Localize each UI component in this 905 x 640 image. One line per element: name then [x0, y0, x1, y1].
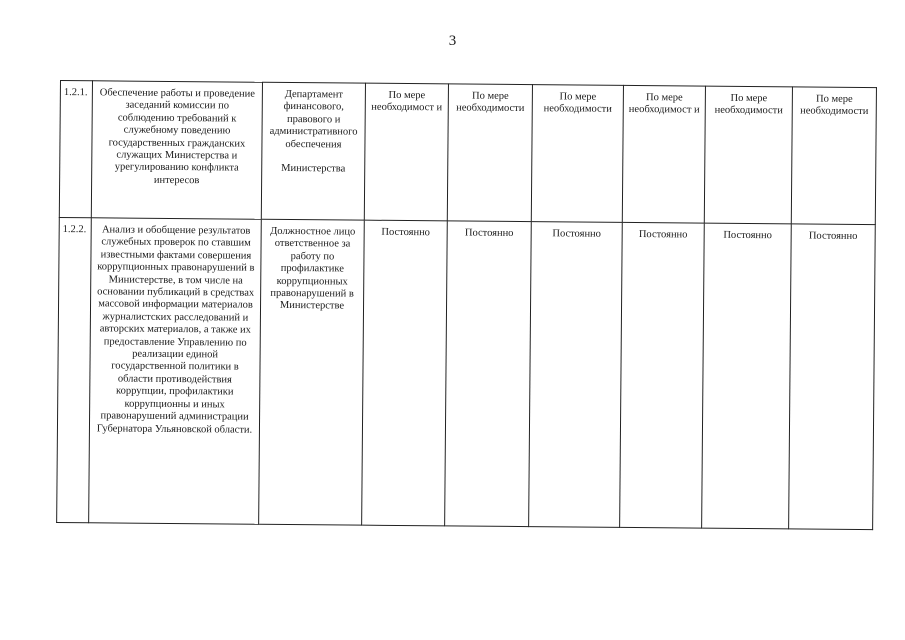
table-row — [59, 81, 876, 225]
term-cell: Постоянно — [445, 221, 532, 527]
page-number: 3 — [448, 33, 457, 49]
activity-cell: Анализ и обобщение результатов служебных проверок по ставшим известными фактами совершения коррупционных правонарушений в Министерстве, в том числе на основании публикаций в средствах массовой информации материалов журналистских расследований и авторских материалов, а также их предоставление Управлению по реализации единой государственной политики в области противодействия коррупции, профилактики коррупционны и иных правонарушений администрации Губернатора Ульяновской области. — [89, 218, 262, 524]
term-cell: По мере необходимости — [531, 85, 623, 223]
term-cell: Постоянно — [789, 224, 876, 530]
term-cell: Постоянно — [529, 222, 623, 528]
table-row — [57, 217, 876, 529]
plan-table — [56, 80, 877, 530]
term-cell: По мере необходимост и — [364, 83, 448, 221]
responsible-text: Министерства — [281, 162, 346, 175]
row-number: 1.2.2. — [57, 217, 92, 522]
term-cell: Постоянно — [620, 222, 705, 528]
term-cell: По мере необходимост и — [622, 85, 705, 223]
responsible-text: Департамент финансового, правового и административного обеспечения — [269, 88, 358, 151]
term-cell: По мере необходимости — [704, 86, 792, 224]
activity-cell: Обеспечение работы и проведение заседаний комиссии по соблюдению требований к служебному поведению государственных гражданских служащих Министерства и урегулированию конфликта интересов — [91, 81, 262, 219]
term-cell: Постоянно — [702, 223, 792, 529]
row-number: 1.2.1. — [59, 81, 92, 218]
term-cell: Постоянно — [362, 220, 448, 526]
responsible-cell: Должностное лицо ответственное за работу по профилактике коррупционных правонарушений в Министерстве — [259, 219, 365, 525]
term-cell: По мере необходимости — [447, 84, 532, 222]
term-cell: По мере необходимости — [791, 87, 876, 225]
responsible-cell — [261, 82, 365, 220]
